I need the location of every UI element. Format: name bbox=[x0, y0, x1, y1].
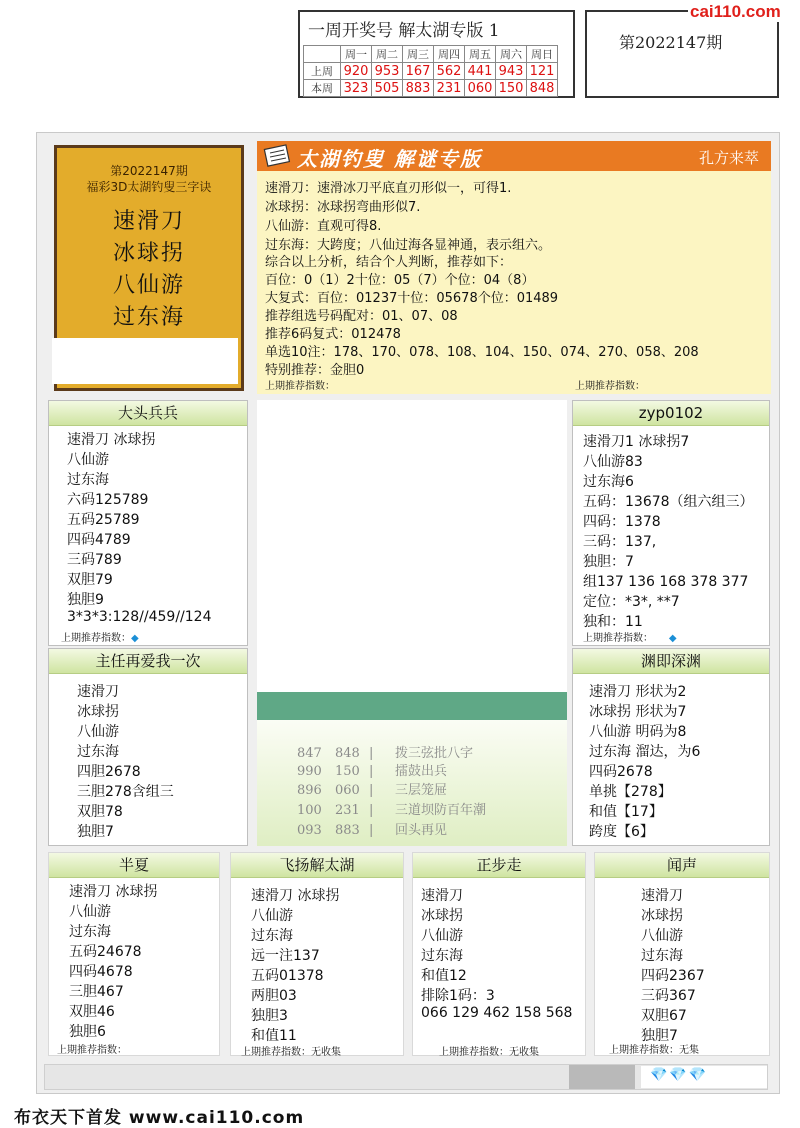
box-line: 八仙游 bbox=[67, 452, 109, 468]
day-header: 周六 bbox=[496, 46, 527, 63]
expert-box-datoubingbing bbox=[48, 400, 248, 646]
box-line: 八仙游 bbox=[69, 904, 111, 920]
box-line: 速滑刀 bbox=[77, 684, 119, 700]
riddle-text: 三道坝防百年潮 bbox=[395, 803, 487, 818]
riddle-number: 231 bbox=[335, 803, 360, 818]
box-line: 速滑刀 bbox=[421, 888, 463, 904]
diamond-icon: 💎💎💎 bbox=[650, 1067, 709, 1083]
draw-number: 848 bbox=[527, 80, 558, 97]
box-line: 双胆46 bbox=[69, 1004, 115, 1020]
riddle-number: 848 bbox=[335, 746, 360, 761]
box-line: 三码789 bbox=[67, 552, 122, 568]
draw-number: 920 bbox=[341, 63, 372, 80]
box-line: 冰球拐 bbox=[641, 908, 683, 924]
bottom-slogan[interactable]: 布衣天下首发 www.cai110.com bbox=[14, 1108, 305, 1128]
day-header: 周二 bbox=[372, 46, 403, 63]
gold-card-word: 八仙游 bbox=[112, 273, 185, 298]
riddle-number: 150 bbox=[335, 764, 360, 779]
box-line: 跨度【6】 bbox=[589, 824, 654, 840]
puzzle-line: 八仙游：直观可得8. bbox=[265, 219, 382, 234]
box-line: 独和：11 bbox=[583, 614, 643, 630]
expert-box-zyp0102 bbox=[572, 400, 770, 646]
box-line: 四码2367 bbox=[641, 968, 705, 984]
box-line: 四码4678 bbox=[69, 964, 133, 980]
draw-number: 121 bbox=[527, 63, 558, 80]
puzzle-line: 综合以上分析，结合个人判断，推荐如下： bbox=[265, 255, 513, 270]
box-line: 双胆67 bbox=[641, 1008, 687, 1024]
box-title: 闻声 bbox=[595, 853, 769, 878]
box-line: 三码：137, bbox=[583, 534, 657, 550]
box-line: 两胆03 bbox=[251, 988, 297, 1004]
riddle-number: 100 bbox=[297, 803, 322, 818]
box-line: 独胆6 bbox=[69, 1024, 106, 1040]
box-line: 3*3*3:128//459//124 bbox=[67, 609, 212, 625]
expert-box-yuanjishenyuan bbox=[572, 648, 770, 846]
puzzle-body bbox=[257, 171, 771, 394]
riddle-separator: | bbox=[369, 764, 374, 779]
scroll-icon bbox=[263, 144, 293, 168]
table-row bbox=[304, 80, 558, 97]
box-line: 独胆3 bbox=[251, 1008, 288, 1024]
draw-number: 505 bbox=[372, 80, 403, 97]
riddle-row bbox=[297, 819, 447, 838]
draw-number: 231 bbox=[434, 80, 465, 97]
day-header: 周日 bbox=[527, 46, 558, 63]
riddle-text: 擂鼓出兵 bbox=[395, 764, 448, 779]
box-title: 渊即深渊 bbox=[573, 649, 769, 674]
puzzle-line: 百位：0（1）2十位：05（7）个位：04（8） bbox=[265, 273, 535, 288]
box-line: 四胆2678 bbox=[77, 764, 141, 780]
box-line: 双胆78 bbox=[77, 804, 123, 820]
riddle-separator: | bbox=[369, 783, 374, 798]
diamond-icon: ◆ bbox=[668, 633, 677, 644]
last-rating-label: 上期推荐指数：无集 bbox=[609, 1045, 699, 1056]
box-title: 正步走 bbox=[413, 853, 585, 878]
gold-card-subtitle: 福彩3D太湖钓叟三字诀 bbox=[86, 180, 212, 194]
riddle-number: 990 bbox=[297, 764, 322, 779]
puzzle-line: 单选10注：178、170、078、108、104、150、074、270、058、208 bbox=[265, 345, 699, 360]
draw-number: 953 bbox=[372, 63, 403, 80]
draw-number: 943 bbox=[496, 63, 527, 80]
riddle-number: 060 bbox=[335, 783, 360, 798]
center-blank-area bbox=[257, 400, 567, 692]
box-line: 过东海 bbox=[77, 744, 119, 760]
gold-card-word: 过东海 bbox=[112, 305, 185, 330]
table-row bbox=[304, 63, 558, 80]
box-title: 飞扬解太湖 bbox=[231, 853, 403, 878]
diamond-icon: ◆ bbox=[131, 633, 139, 644]
puzzle-line: 过东海：大跨度；八仙过海各显神通，表示组六。 bbox=[265, 238, 552, 253]
box-line: 三胆278含组三 bbox=[77, 784, 174, 800]
weekly-results-box bbox=[298, 10, 575, 98]
box-line: 独胆7 bbox=[641, 1028, 678, 1044]
day-header: 周三 bbox=[403, 46, 434, 63]
expert-box-zhengbuzou bbox=[412, 852, 586, 1056]
riddle-separator: | bbox=[369, 746, 374, 761]
puzzle-line: 速滑刀：速滑冰刀平底直刃形似一，可得1. bbox=[265, 181, 512, 196]
riddle-number: 883 bbox=[335, 823, 360, 838]
box-line: 单挑【278】 bbox=[589, 784, 672, 800]
box-line: 双胆79 bbox=[67, 572, 113, 588]
box-line: 排除1码：3 bbox=[421, 988, 495, 1004]
box-line: 四码：1378 bbox=[583, 514, 661, 530]
puzzle-header bbox=[257, 141, 771, 171]
riddle-row bbox=[297, 742, 473, 761]
rating-label-text: 上期推荐指数： bbox=[61, 633, 131, 644]
box-line: 和值11 bbox=[251, 1028, 297, 1044]
box-line: 五码25789 bbox=[67, 512, 140, 528]
box-line: 066 129 462 158 568 bbox=[421, 1005, 573, 1021]
box-line: 八仙游 bbox=[251, 908, 293, 924]
puzzle-title: 太湖钓叟 解谜专版 bbox=[297, 147, 482, 171]
box-line: 八仙游83 bbox=[583, 454, 643, 470]
riddle-text: 三层笼屉 bbox=[395, 783, 448, 798]
box-line: 速滑刀 冰球拐 bbox=[67, 432, 156, 448]
box-line: 速滑刀 冰球拐 bbox=[69, 884, 158, 900]
box-line: 独胆：7 bbox=[583, 554, 634, 570]
last-rating-label: 上期推荐指数：无收集 bbox=[439, 1047, 539, 1058]
issue-number: 第2022147期 bbox=[619, 33, 723, 52]
box-line: 六码125789 bbox=[67, 492, 149, 508]
row-label: 上周 bbox=[304, 63, 341, 80]
last-rating-label: 上期推荐指数：无收集 bbox=[241, 1047, 341, 1058]
puzzle-line: 大复式：百位：01237十位：05678个位：01489 bbox=[265, 291, 559, 306]
riddle-row bbox=[297, 799, 486, 818]
box-title: zyp0102 bbox=[573, 401, 769, 426]
draw-number: 060 bbox=[465, 80, 496, 97]
box-line: 和值【17】 bbox=[589, 804, 663, 820]
row-label: 本周 bbox=[304, 80, 341, 97]
issue-box bbox=[585, 10, 779, 98]
draw-number: 883 bbox=[403, 80, 434, 97]
expert-box-banxia bbox=[48, 852, 220, 1056]
riddle-separator: | bbox=[369, 823, 374, 838]
center-riddle-box bbox=[257, 720, 567, 846]
box-line: 四码4789 bbox=[67, 532, 131, 548]
box-line: 过东海 bbox=[641, 948, 683, 964]
box-line: 冰球拐 bbox=[77, 704, 119, 720]
draw-number: 150 bbox=[496, 80, 527, 97]
box-line: 过东海 溜达，为6 bbox=[589, 744, 701, 760]
box-line: 过东海 bbox=[421, 948, 463, 964]
box-title: 半夏 bbox=[49, 853, 219, 878]
table-corner bbox=[304, 46, 341, 63]
box-line: 组137 136 168 378 377 bbox=[583, 574, 749, 590]
last-rating-label: 上期推荐指数： bbox=[575, 381, 645, 392]
box-line: 三码367 bbox=[641, 988, 696, 1004]
draw-number: 441 bbox=[465, 63, 496, 80]
box-line: 过东海 bbox=[251, 928, 293, 944]
draw-number: 562 bbox=[434, 63, 465, 80]
box-line: 定位：*3*, **7 bbox=[583, 594, 680, 610]
expert-box-wensheng bbox=[594, 852, 770, 1056]
site-logo[interactable]: cai110.com bbox=[690, 2, 781, 21]
day-header: 周四 bbox=[434, 46, 465, 63]
box-line: 八仙游 bbox=[421, 928, 463, 944]
last-rating-label bbox=[583, 629, 677, 644]
riddle-number: 896 bbox=[297, 783, 322, 798]
expert-box-feiyang bbox=[230, 852, 404, 1056]
footer-gray-block bbox=[569, 1065, 635, 1089]
puzzle-line: 推荐6码复式：012478 bbox=[265, 327, 401, 342]
box-line: 速滑刀1 冰球拐7 bbox=[583, 434, 690, 450]
box-line: 八仙游 bbox=[641, 928, 683, 944]
expert-box-zhuren bbox=[48, 648, 248, 846]
gold-card-blank-area bbox=[52, 338, 238, 384]
box-line: 速滑刀 bbox=[641, 888, 683, 904]
riddle-text: 回头再见 bbox=[395, 823, 448, 838]
box-line: 三胆467 bbox=[69, 984, 124, 1000]
box-line: 速滑刀 冰球拐 bbox=[251, 888, 340, 904]
riddle-row bbox=[297, 760, 447, 779]
box-line: 八仙游 bbox=[77, 724, 119, 740]
puzzle-line: 推荐组选号码配对：01、07、08 bbox=[265, 309, 458, 324]
riddle-text: 拨三弦批八字 bbox=[395, 746, 474, 761]
box-line: 过东海 bbox=[69, 924, 111, 940]
puzzle-line: 特别推荐：金胆0 bbox=[265, 363, 365, 378]
weekly-results-title: 一周开奖号 解太湖专版 1 bbox=[308, 21, 500, 41]
box-line: 五码01378 bbox=[251, 968, 324, 984]
day-header: 周五 bbox=[465, 46, 496, 63]
weekly-results-table bbox=[303, 45, 558, 97]
draw-number: 167 bbox=[403, 63, 434, 80]
riddle-number: 093 bbox=[297, 823, 322, 838]
rating-label-text: 上期推荐指数： bbox=[583, 633, 653, 644]
box-line: 四码2678 bbox=[589, 764, 653, 780]
box-title: 大头兵兵 bbox=[49, 401, 247, 426]
last-rating-label bbox=[61, 629, 139, 644]
draw-number: 323 bbox=[341, 80, 372, 97]
box-line: 和值12 bbox=[421, 968, 467, 984]
riddle-row bbox=[297, 779, 447, 798]
box-line: 过东海 bbox=[67, 472, 109, 488]
riddle-separator: | bbox=[369, 803, 374, 818]
box-line: 远一注137 bbox=[251, 948, 320, 964]
day-header: 周一 bbox=[341, 46, 372, 63]
box-line: 速滑刀 形状为2 bbox=[589, 684, 687, 700]
box-line: 冰球拐 形状为7 bbox=[589, 704, 687, 720]
riddle-number: 847 bbox=[297, 746, 322, 761]
last-rating-label: 上期推荐指数： bbox=[57, 1045, 127, 1056]
last-rating-label: 上期推荐指数： bbox=[265, 381, 335, 392]
box-title: 主任再爱我一次 bbox=[49, 649, 247, 674]
center-green-bar bbox=[257, 692, 567, 720]
puzzle-line: 冰球拐：冰球拐弯曲形似7. bbox=[265, 200, 421, 215]
box-line: 八仙游 明码为8 bbox=[589, 724, 687, 740]
gold-card-word: 速滑刀 bbox=[112, 209, 185, 234]
box-line: 五码：13678（组六组三） bbox=[583, 494, 754, 510]
box-line: 冰球拐 bbox=[421, 908, 463, 924]
box-line: 独胆9 bbox=[67, 592, 104, 608]
box-line: 独胆7 bbox=[77, 824, 114, 840]
gold-card-issue: 第2022147期 bbox=[110, 164, 188, 178]
table-header-row bbox=[304, 46, 558, 63]
box-line: 五码24678 bbox=[69, 944, 142, 960]
puzzle-author: 孔方来萃 bbox=[698, 149, 759, 167]
box-line: 过东海6 bbox=[583, 474, 634, 490]
gold-card-word: 冰球拐 bbox=[112, 241, 185, 266]
